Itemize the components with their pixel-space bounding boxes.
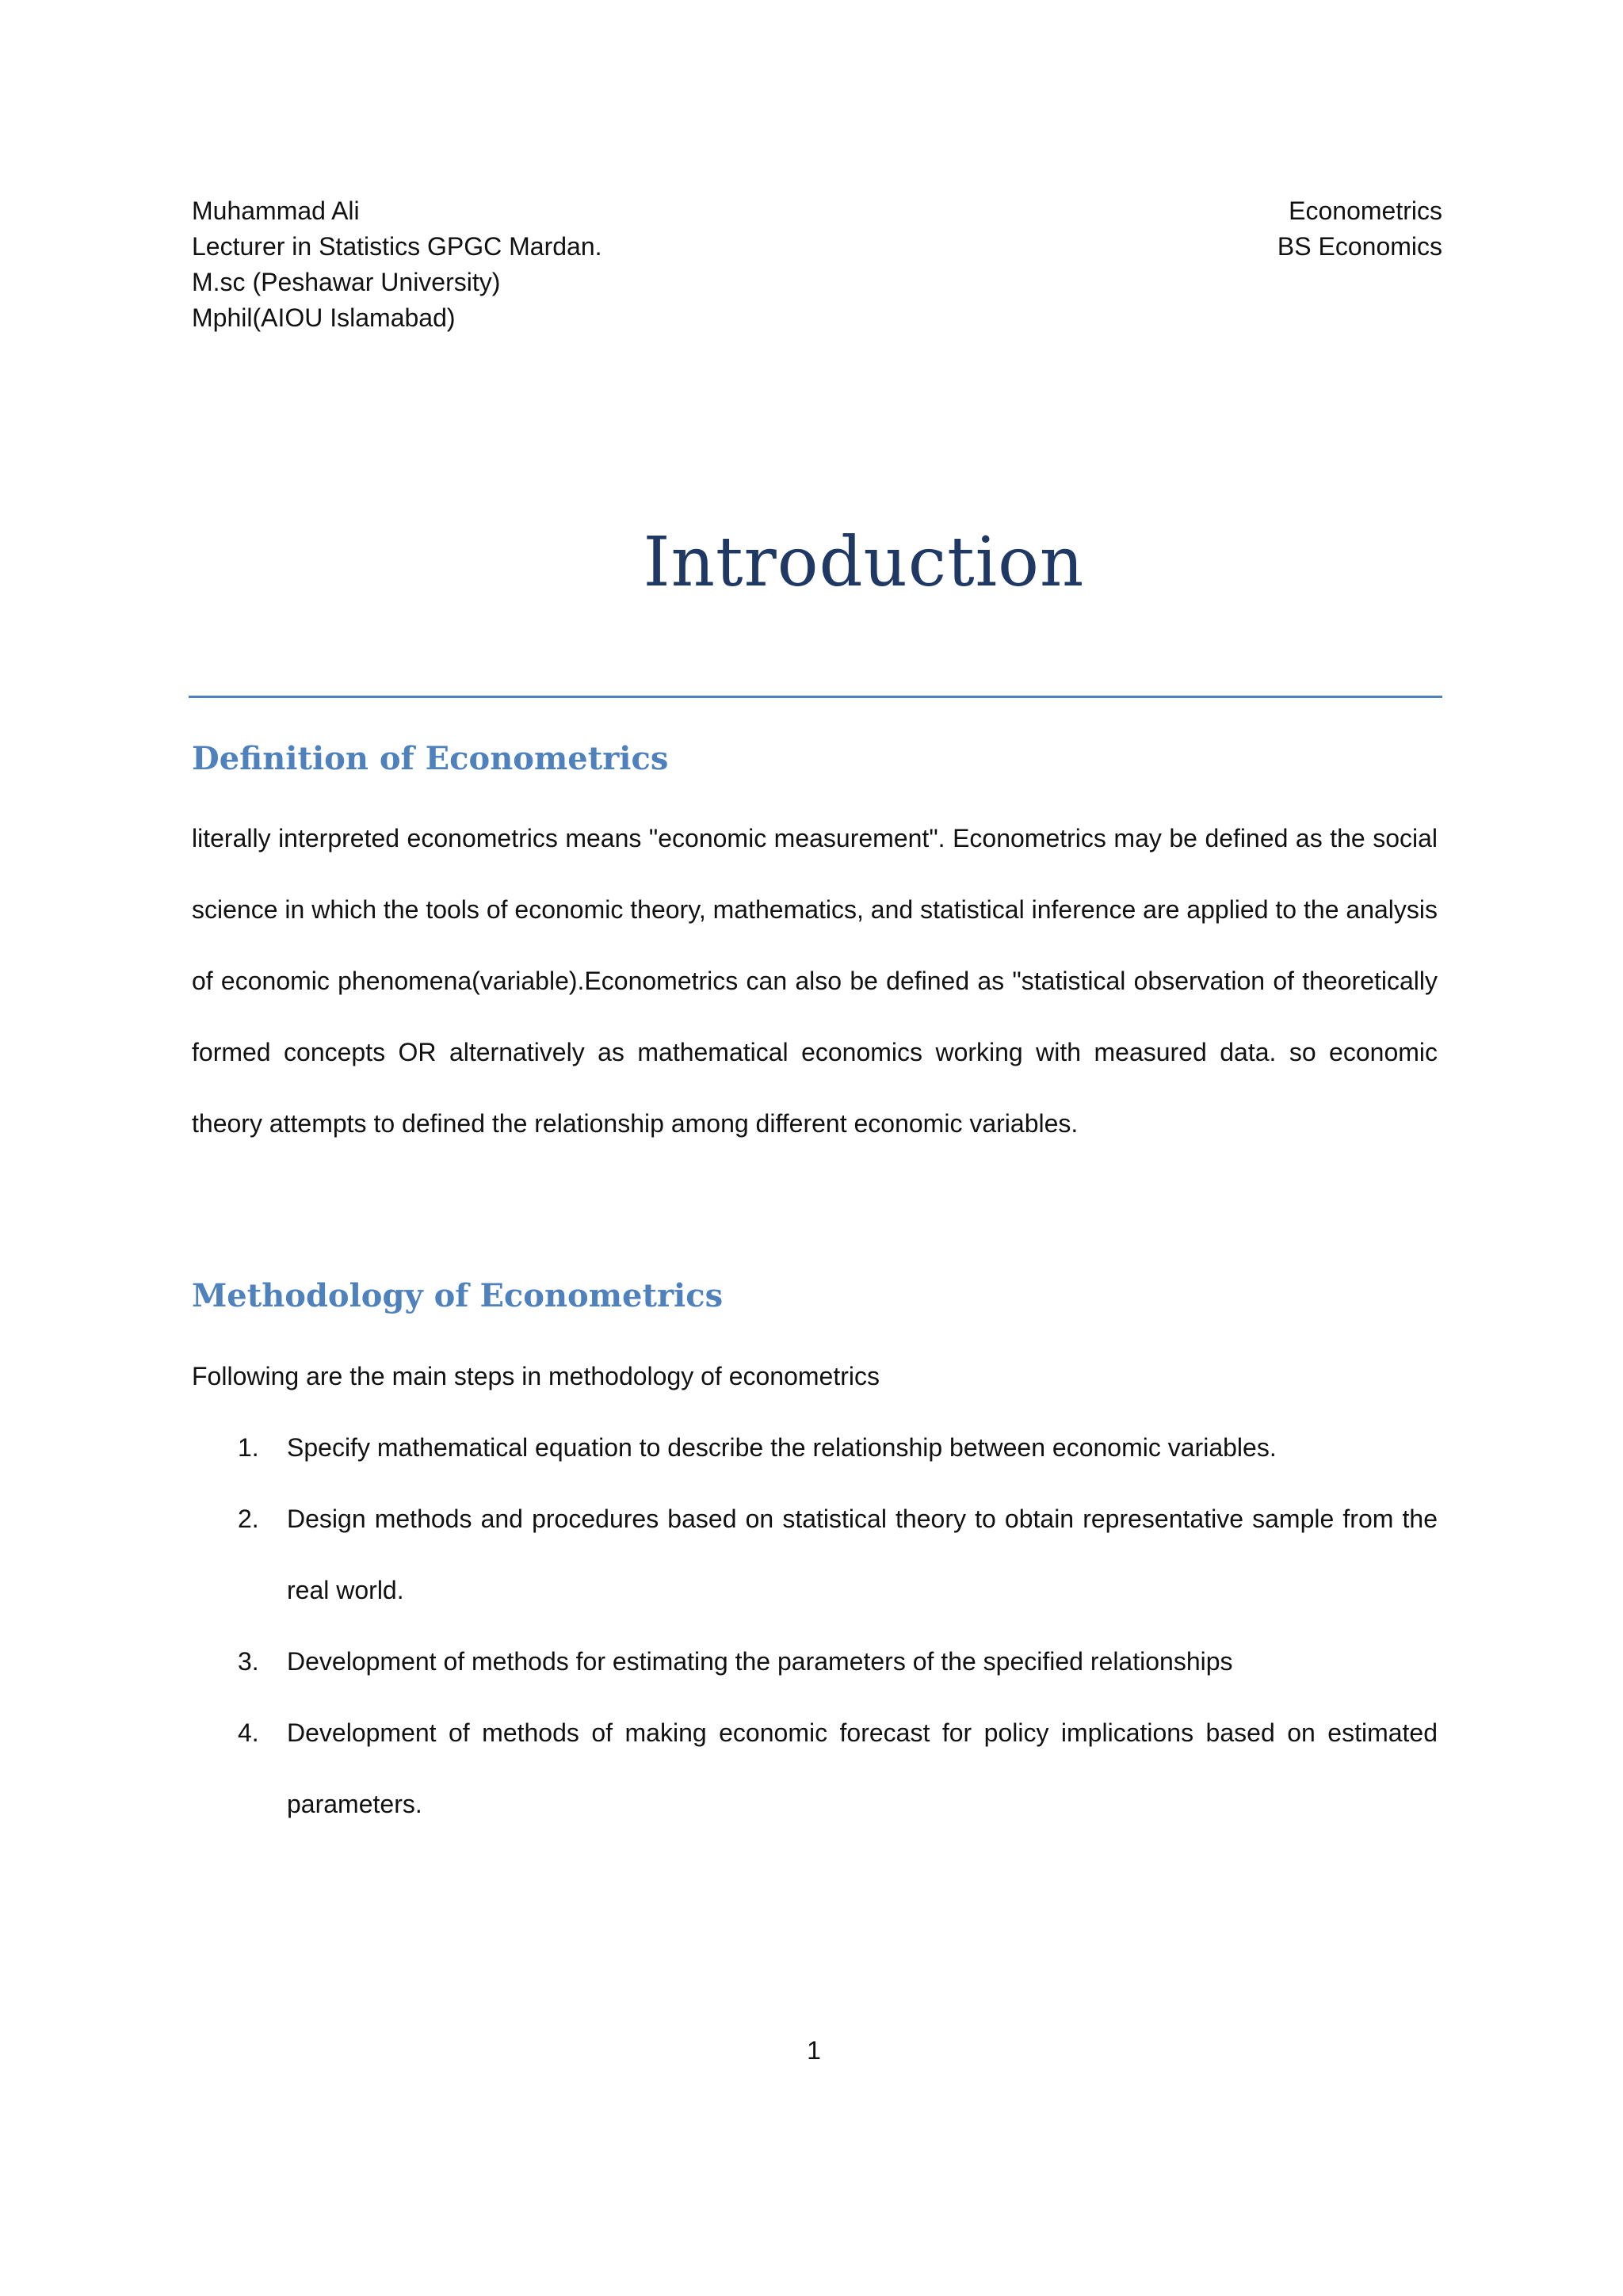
list-item bbox=[192, 1626, 1438, 1697]
section-heading-methodology: Methodology of Econometrics bbox=[192, 1277, 724, 1314]
list-item-number: 3. bbox=[238, 1647, 259, 1676]
author-info bbox=[192, 193, 602, 336]
list-item-number: 1. bbox=[238, 1433, 259, 1462]
list-item bbox=[192, 1412, 1438, 1483]
course-subject: Econometrics bbox=[1289, 196, 1442, 225]
page-number: 1 bbox=[807, 2036, 821, 2065]
list-item-text: Design methods and procedures based on statistical theory to obtain representative sample from the real world. bbox=[287, 1505, 1438, 1604]
list-item bbox=[192, 1697, 1438, 1840]
methodology-steps-list bbox=[192, 1412, 1438, 1840]
section-heading-definition: Definition of Econometrics bbox=[192, 740, 669, 777]
course-program: BS Economics bbox=[1277, 232, 1442, 261]
document-title: Introduction bbox=[643, 523, 1085, 602]
author-degree-msc: M.sc (Peshawar University) bbox=[192, 268, 501, 296]
list-item bbox=[192, 1483, 1438, 1626]
list-item-text: Development of methods for estimating the parameters of the specified relationships bbox=[287, 1647, 1233, 1676]
author-name: Muhammad Ali bbox=[192, 196, 360, 225]
list-item-text: Development of methods of making economic forecast for policy implications based on estimated parameters. bbox=[287, 1718, 1438, 1818]
list-item-text: Specify mathematical equation to describe the relationship between economic variables. bbox=[287, 1433, 1277, 1462]
author-degree-mphil: Mphil(AIOU Islamabad) bbox=[192, 303, 456, 332]
list-item-number: 2. bbox=[238, 1505, 259, 1533]
author-position: Lecturer in Statistics GPGC Mardan. bbox=[192, 232, 602, 261]
methodology-intro: Following are the main steps in methodology of econometrics bbox=[192, 1362, 880, 1390]
definition-paragraph: literally interpreted econometrics means "economic measurement". Econometrics may be defined as the social science in which the tools of economic theory, mathematics, and statistical inference are applied to the analysis of economic phenomena(variable).Econometrics can also be defined as "statistical observation of theoretically formed concepts OR alternatively as mathematical economics working with measured data. so economic theory attempts to defined the relationship among different economic variables. bbox=[192, 824, 1438, 1138]
course-info bbox=[1277, 193, 1442, 265]
title-divider bbox=[189, 696, 1442, 698]
list-item-number: 4. bbox=[238, 1718, 259, 1747]
